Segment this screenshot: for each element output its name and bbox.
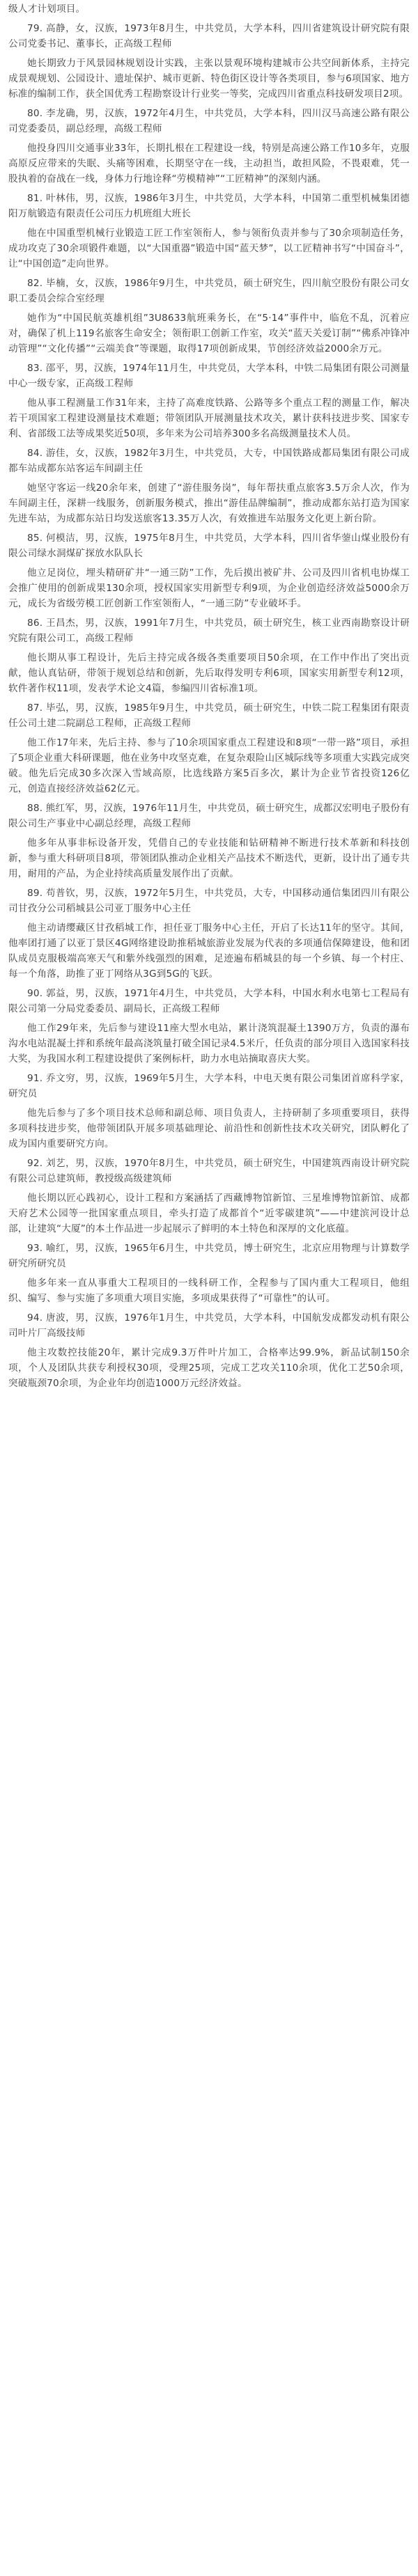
honoree-bio-87: 他工作17年来，先后主持、参与了10余项国家重点工程建设和8项“一带一路”项目，承担了5项企业重大科研课题，他在业务中攻坚克难，在复杂艰险山区城际线等多项重大实践完成突破。他先后完成30多次深入雪域高原，比选线路方案5百多次，累计为企业节省投资126亿元，创造直接经济效益62亿元。 <box>8 737 410 794</box>
honoree-heading-81: 81. 叶林伟，男，汉族，1986年3月生，中共党员，大学本科，中国第二重型机械集团德阳万航锻造有限责任公司压力机班组大班长 <box>8 193 410 219</box>
honoree-bio-91: 他先后参与了多个项目技术总师和副总师、项目负责人，主持研制了多项重要项目，获得多项科技进步奖，他带领团队开展多项基础理论、前沿性和创新性技术攻关研究，团队孵化了成为国内重要研究方向。 <box>8 1108 410 1149</box>
honoree-bio-90: 他工作29年来，先后参与建设11座大型水电站，累计浇筑混凝土1390万方，负责的瀑布沟水电站混凝土拌和系统年最高浇筑量打破全国记录4.5米斤，任负责的部分项目入选国家科技大奖，为我国水利工程建设提供了案例标杆，助力水电站摘取喜庆大奖。 <box>8 1023 410 1065</box>
honoree-bio-84: 她坚守客运一线20余年来，创建了“游佳服务岗”，每年帮扶重点旅客3.5万余人次，作为车间副主任，深耕一线服务，创新服务模式，推出“游佳品牌编制”，推动成都东站打造为国家先进车站，为成都东站日均发送旅客13.35万人次，有效推进车站服务文化更上新台阶。 <box>8 482 410 524</box>
honoree-bio-80: 他投身四川交通事业33年，长期扎根在工程建设一线，特别是高速公路工作10多年，克服高原反应带来的失眠、头痛等困难，长期坚守在一线，主动担当，敢担风险，不畏艰难，凭一股执着的奋战在一线，身体力行地诠释“劳模精神”“工匠精神”的深刻内涵。 <box>8 143 410 184</box>
honoree-bio-89: 他主动请缨藏区甘孜稻城工作，担任亚丁服务中心主任，开启了长达11年的坚守。其间，他率团打通了以亚丁景区4G网络建设助推稻城旅游业发展为代表的多项通信保障建设，他和团队成员克服极端高寒天气和紫外线强烈的困难，足迹遍布稻城县的每一个乡镇、每一个村庄、每一个角落，助推了亚丁网络从3G到5G的飞跃。 <box>8 922 410 980</box>
honoree-heading-89: 89. 苟普钦，男，汉族，1972年5月生，中共党员，大专，中国移动通信集团四川有限公司甘孜分公司稻城县公司亚丁服务中心主任 <box>8 888 410 914</box>
honoree-heading-94: 94. 唐波，男，汉族，1976年1月生，中共党员，大学本科，中国航发成都发动机有限公司叶片厂高级技师 <box>8 1312 410 1339</box>
honoree-heading-80: 80. 李龙确，男，汉族，1972年4月生，中共党员，大学本科，四川汉马高速公路有限公司党委委员，副总经理，高级工程师 <box>8 108 410 134</box>
honoree-bio-79: 她长期致力于风景园林规划设计实践，主张以景观环境构建城市公共空间新体系，主持完成景观规划、公园设计、遗址保护、城市更新、特色街区设计等各类项目，参与6项国家、地方标准的编制工作，获全国优秀工程勘察设计行业奖一等奖，完成四川省重点科技研发项目2项。 <box>8 58 410 100</box>
honoree-heading-79: 79. 高静，女，汉族，1973年8月生，中共党员，大学本科，四川省建筑设计研究院有限公司党委书记、董事长，正高级工程师 <box>8 23 410 49</box>
honoree-heading-87: 87. 毕弘，男，汉族，1985年9月生，中共党员，硕士研究生，中铁二院工程集团有限责任公司土建二院副总工程师，正高级工程师 <box>8 702 410 729</box>
honoree-heading-92: 92. 刘艺，男，汉族，1970年8月生，中共党员，硕士研究生，中国建筑西南设计研究院有限公司总建筑师，教授级高级建筑师 <box>8 1158 410 1184</box>
honoree-heading-85: 85. 何模洁，男，汉族，1975年8月生，中共党员，大学本科，四川省华蓥山煤业股份有限公司绿水洞煤矿探放水队队长 <box>8 533 410 559</box>
honoree-heading-86: 86. 王昌杰，男，汉族，1991年7月生，中共党员，硕士研究生，核工业西南勘察设计研究院有限公司工，高级工程师 <box>8 618 410 644</box>
honoree-bio-86: 他长期从事工程设计，先后主持完成各级各类重要项目50余项，在工作中作出了突出贡献，他认真钻研，带领于规划总结和创新，先后取得发明专利6项，国家实用新型专利12项，软件著作权11项，发表学术论文4篇，参编四川省标准1项。 <box>8 652 410 694</box>
honoree-bio-82: 她作为“中国民航英雄机组”3U8633航班乘务长，在“5·14”事件中，临危不乱，沉着应对，确保了机上119名旅客生命安全；领衔职工创新工作室，攻关“蓝天关爱订制”“佛系冲锋冲动管理”“文化传播”“云端美食”等课题，取得17项创新成果，节创经济效益2000余万元。 <box>8 313 410 354</box>
honoree-bio-92: 他长期以匠心践初心，设计工程和方案涵括了西藏博物馆新馆、三星堆博物馆新馆、成都天府艺术公园等一批国家重点项目，牵头打造了成都首个“近零碳建筑”——中建滨河设计总部，让建筑“大厦”的本土作品进一步起展示了鲜明的本土特色和深厚的文化底蕴。 <box>8 1193 410 1234</box>
honoree-bio-85: 他立足岗位，埋头精研矿井“一通三防”工作，先后摸出被矿井、公司及四川省机电协煤工会推广使用的创新成果130余项，授权国家实用新型专利9项，为企业创造经济效益5000余万元，成长为省级劳模工匠创新工作室领衔人，“一通三防”专业破坏手。 <box>8 567 410 609</box>
honoree-heading-83: 83. 邵平，男，汉族，1974年11月生，中共党员，大学本科，中铁二局集团有限公司测量中心一级专家，正高级工程师 <box>8 363 410 389</box>
honoree-heading-90: 90. 郭益，男，汉族，1971年4月生，中共党员，大学本科，中国水利水电第七工程局有限公司第一分局党委委员、副局长，正高级工程师 <box>8 988 410 1014</box>
article-paragraph: 级人才计划项目。 <box>8 3 86 15</box>
honoree-heading-82: 82. 毕楠，女，汉族，1986年9月生，中共党员，硕士研究生，四川航空股份有限公司女职工委员会综合室经理 <box>8 278 410 304</box>
honoree-bio-94: 他主攻数控技能20年，累计完成9.3万件叶片加工，合格率达99.9%，新品试制150余项，个人及团队共获专利授权30项，受理25项，完成工艺攻关110余项，优化工艺50余项，突破瓶颈70余项，为企业年均创造1000万元经济效益。 <box>8 1347 410 1389</box>
honoree-heading-93: 93. 喻红，男，汉族，1965年6月生，中共党员，博士研究生，北京应用物理与计算数学研究所研究员 <box>8 1243 410 1269</box>
honoree-heading-88: 88. 熊红军，男，汉族，1976年11月生，中共党员，硕士研究生，成都汉宏明电子股份有限公司生产事业中心副总经理，高级工程师 <box>8 803 410 829</box>
honoree-heading-91: 91. 乔文穷，男，汉族，1969年5月生，大学本科，中电天奥有限公司集团首席科学家，研究员 <box>8 1073 410 1099</box>
honoree-bio-88: 他多年从事非标设备开发，凭借自己的专业技能和钻研精神不断进行技术革新和科技创新，参与重大科研项目8项，带领团队推动企业相关产品技术不断迭代，更新，设计出了通专共用，耐用的产品，为企业持续高质量发展作出了贡献。 <box>8 838 410 879</box>
honoree-heading-84: 84. 游佳，女，汉族，1982年3月生，中共党员，大专，中国铁路成都局集团有限公司成都车站成都东站客运车间副主任 <box>8 448 410 474</box>
honoree-bio-81: 他在中国重型机械行业锻造工匠工作室领衔人，参与领衔负责并参与了30余项制造任务，成功攻克了30余项锻件难题，以“大国重器”锻造中国“蓝天梦”，以工匠精神书写“中国奋斗”，让“中国创造”走向世界。 <box>8 228 410 269</box>
honoree-bio-93: 他多年来一直从事重大工程项目的一线科研工作，全程参与了国内重大工程项目，他组织、编写、参与实施了多项重大项目实施，多项成果获得了“可靠性”的认可。 <box>8 1278 410 1304</box>
honoree-bio-83: 他从事工程测量工作31年来，主持了高难度铁路、公路等多个重点工程的测量工作，解决若干项国家工程建设测量技术难题；带领团队开展测量技术攻关，累计获科技进步奖、国家专利、省部级工法等成果奖近50项，多年来为公司培养300多名高级测量技术人员。 <box>8 398 410 439</box>
